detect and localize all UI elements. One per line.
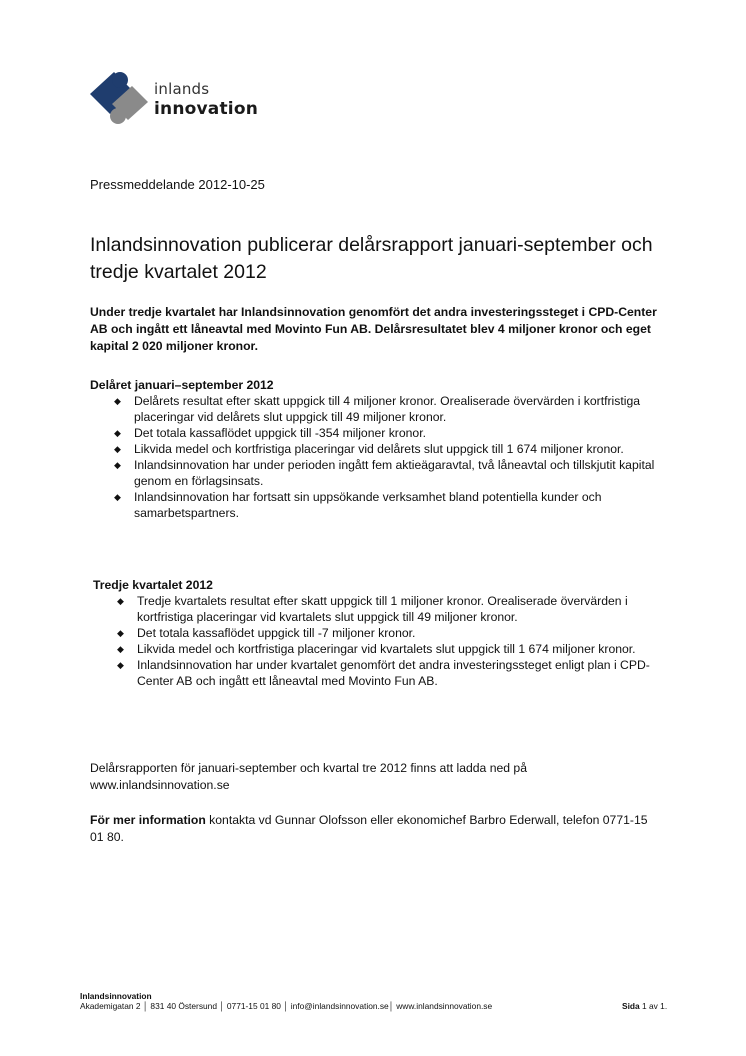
- bullet-item: ◆ Inlandsinnovation har under perioden ingått fem aktieägaravtal, två låneavtal och tillskjutit kapital genom en förlagsinsats.: [114, 458, 655, 488]
- bullet-icon: ◆: [114, 396, 121, 406]
- bullet-item: ◆ Likvida medel och kortfristiga placeringar vid delårets slut uppgick till 1 674 miljoner kronor.: [114, 442, 624, 456]
- logo-mark-icon: [88, 68, 152, 126]
- bullet-icon: ◆: [114, 492, 121, 502]
- bullet-icon: ◆: [114, 428, 121, 438]
- bullet-item: ◆ Tredje kvartalets resultat efter skatt uppgick till 1 miljoner kronor. Orealiserade övervärden i kortfristiga placeringar vid kvartalets slut uppgick till 49 miljoner kronor.: [117, 594, 628, 624]
- contact-paragraph: [90, 812, 650, 846]
- bullet-list: [93, 593, 683, 689]
- section-third-quarter: [93, 577, 683, 689]
- company-logo: [88, 68, 288, 128]
- bullet-icon: ◆: [117, 644, 124, 654]
- bullet-icon: ◆: [117, 660, 124, 670]
- report-availability-note: Delårsrapporten för januari-september och kvartal tre 2012 finns att ladda ned på www.inlandsinnovation.se: [90, 761, 527, 792]
- press-release-dateline: Pressmeddelande 2012-10-25: [90, 177, 265, 192]
- bullet-icon: ◆: [117, 596, 124, 606]
- section-heading: Tredje kvartalet 2012: [93, 578, 213, 592]
- section-interim-period: [90, 377, 680, 521]
- contact-lead: För mer information: [90, 813, 206, 827]
- footer-address: Akademigatan 2 │ 831 40 Östersund │ 0771-15 01 80 │ info@inlandsinnovation.se│ www.inlandsinnovation.se: [80, 1001, 493, 1011]
- bullet-list: [90, 393, 680, 521]
- logo-text-line2: innovation: [154, 99, 258, 119]
- bullet-icon: ◆: [117, 628, 124, 638]
- footer: [80, 991, 680, 1011]
- bullet-item: ◆ Det totala kassaflödet uppgick till -7 miljoner kronor.: [117, 626, 416, 640]
- bullet-item: ◆ Delårets resultat efter skatt uppgick till 4 miljoner kronor. Orealiserade övervärden i kortfristiga placeringar vid delårets slut uppgick till 49 miljoner kronor.: [114, 394, 640, 424]
- bullet-item: ◆ Det totala kassaflödet uppgick till -354 miljoner kronor.: [114, 426, 426, 440]
- bullet-icon: ◆: [114, 460, 121, 470]
- footer-contact-row: [80, 1001, 680, 1011]
- bullet-item: ◆ Inlandsinnovation har fortsatt sin uppsökande verksamhet bland potentiella kunder och samarbetspartners.: [114, 490, 602, 520]
- bullet-item: ◆ Likvida medel och kortfristiga placeringar vid kvartalets slut uppgick till 1 674 miljoner kronor.: [117, 642, 636, 656]
- bullet-icon: ◆: [114, 444, 121, 454]
- bullet-item: ◆ Inlandsinnovation har under kvartalet genomfört det andra investeringssteget enligt plan i CPD-Center AB och ingått ett låneavtal med Movinto Fun AB.: [117, 658, 650, 688]
- contact-text: kontakta vd Gunnar Olofsson eller ekonomichef Barbro Ederwall, telefon 0771-15 01 80.: [90, 813, 648, 844]
- lead-paragraph: Under tredje kvartalet har Inlandsinnovation genomfört det andra investeringssteget i CPD-Center AB och ingått ett låneavtal med Movinto Fun AB. Delårsresultatet blev 4 miljoner kronor och eget kapital 2 020 miljoner kronor.: [90, 305, 657, 353]
- section-heading: Delåret januari–september 2012: [90, 378, 274, 392]
- headline: Inlandsinnovation publicerar delårsrapport januari-september och tredje kvartalet 2012: [90, 234, 653, 283]
- footer-org-name: Inlandsinnovation: [80, 991, 152, 1001]
- page-number: Sida 1 av 1.: [622, 1001, 668, 1011]
- logo-text-line1: inlands: [154, 80, 210, 98]
